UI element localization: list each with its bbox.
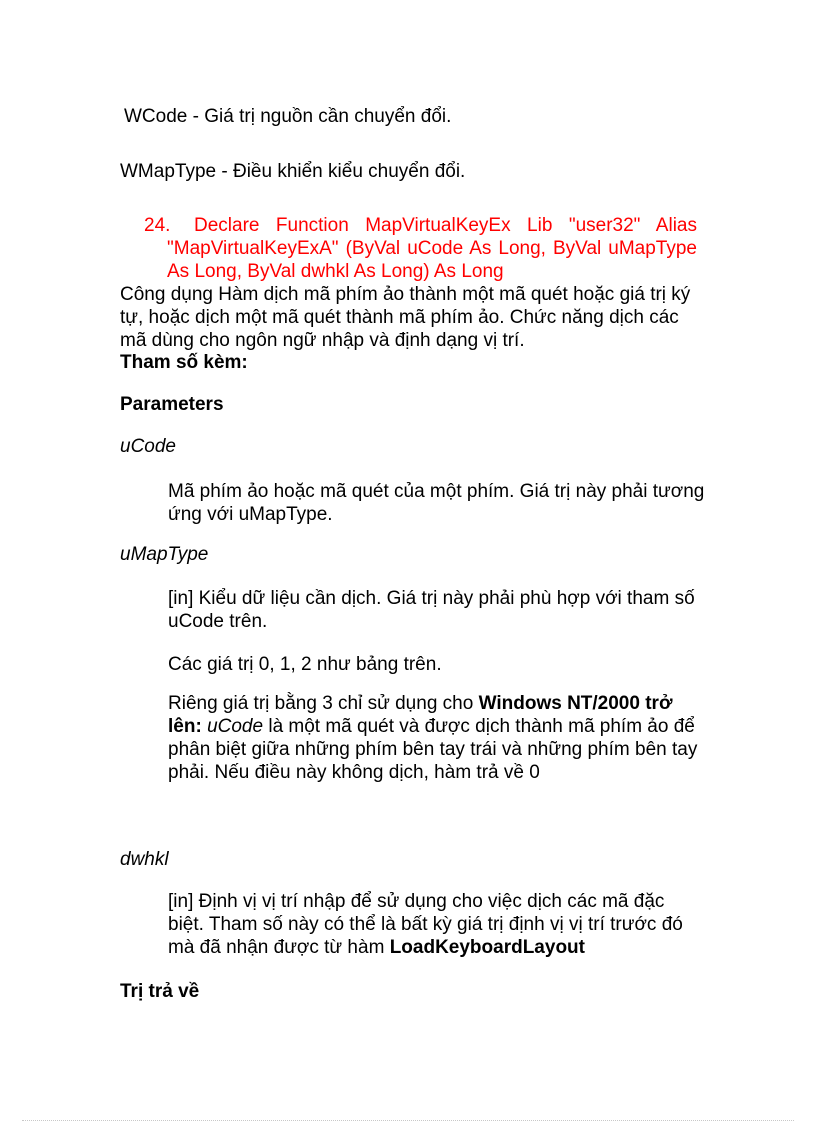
return-value-heading: Trị trả về bbox=[120, 981, 200, 1002]
ucode-param-name: uCode bbox=[120, 436, 176, 457]
umaptype-desc3-os: Windows NT/2000 trở bbox=[478, 693, 673, 714]
declaration-line-1: Declare Function MapVirtualKeyEx Lib "user32" Alias bbox=[194, 215, 697, 236]
wmaptype-param-line: WMapType - Điều khiển kiểu chuyển đổi. bbox=[120, 161, 466, 182]
page-footer-divider bbox=[22, 1120, 794, 1121]
declaration-line-2: "MapVirtualKeyExA" (ByVal uCode As Long, ByVal uMapType bbox=[167, 238, 697, 259]
wcode-param-line: WCode - Giá trị nguồn cần chuyển đổi. bbox=[124, 106, 452, 127]
umaptype-desc3-prefix: Riêng giá trị bằng 3 chỉ sử dụng cho bbox=[168, 693, 479, 714]
dwhkl-param-name: dwhkl bbox=[120, 849, 169, 870]
umaptype-desc2: Các giá trị 0, 1, 2 như bảng trên. bbox=[168, 654, 442, 675]
dwhkl-desc-line-2: biệt. Tham số này có thể là bất kỳ giá trị định vị vị trí trước đó bbox=[168, 914, 683, 935]
umaptype-desc3-line-4: phải. Nếu điều này không dịch, hàm trả về 0 bbox=[168, 762, 540, 783]
umaptype-desc3-line-2 bbox=[168, 715, 695, 738]
umaptype-desc3-rest: là một mã quét và được dịch thành mã phím ảo để bbox=[263, 716, 695, 737]
dwhkl-desc-line-3-prefix: mà đã nhận được từ hàm bbox=[168, 937, 390, 958]
umaptype-desc3-line-3: phân biệt giữa những phím bên tay trái và những phím bên tay bbox=[168, 739, 698, 760]
declaration-number: 24. bbox=[144, 215, 171, 236]
usage-line-3: mã dùng cho ngôn ngữ nhập và định dạng vị trí. bbox=[120, 330, 525, 351]
parameters-heading: Parameters bbox=[120, 394, 224, 415]
umaptype-desc3-line-1 bbox=[168, 692, 672, 715]
umaptype-desc1-line-2: uCode trên. bbox=[168, 611, 268, 632]
umaptype-param-name: uMapType bbox=[120, 544, 209, 565]
umaptype-desc3-ucode: uCode bbox=[207, 716, 264, 737]
dwhkl-desc-line-1: [in] Định vị vị trí nhập để sử dụng cho việc dịch các mã đặc bbox=[168, 891, 665, 912]
usage-line-1: Công dụng Hàm dịch mã phím ảo thành một mã quét hoặc giá trị ký bbox=[120, 284, 691, 305]
load-keyboard-layout-ref: LoadKeyboardLayout bbox=[389, 937, 585, 958]
tham-so-heading: Tham số kèm: bbox=[120, 352, 248, 373]
usage-line-2: tự, hoặc dịch một mã quét thành mã phím ảo. Chức năng dịch các bbox=[120, 307, 679, 328]
umaptype-desc1-line-1: [in] Kiểu dữ liệu cần dịch. Giá trị này phải phù hợp với tham số bbox=[168, 588, 695, 609]
dwhkl-desc-line-3 bbox=[168, 936, 585, 959]
umaptype-desc3-len: lên: bbox=[168, 716, 202, 737]
ucode-desc-line-1: Mã phím ảo hoặc mã quét của một phím. Giá trị này phải tương bbox=[168, 481, 705, 502]
declaration-line-3: As Long, ByVal dwhkl As Long) As Long bbox=[167, 261, 504, 282]
ucode-desc-line-2: ứng với uMapType. bbox=[168, 504, 333, 525]
